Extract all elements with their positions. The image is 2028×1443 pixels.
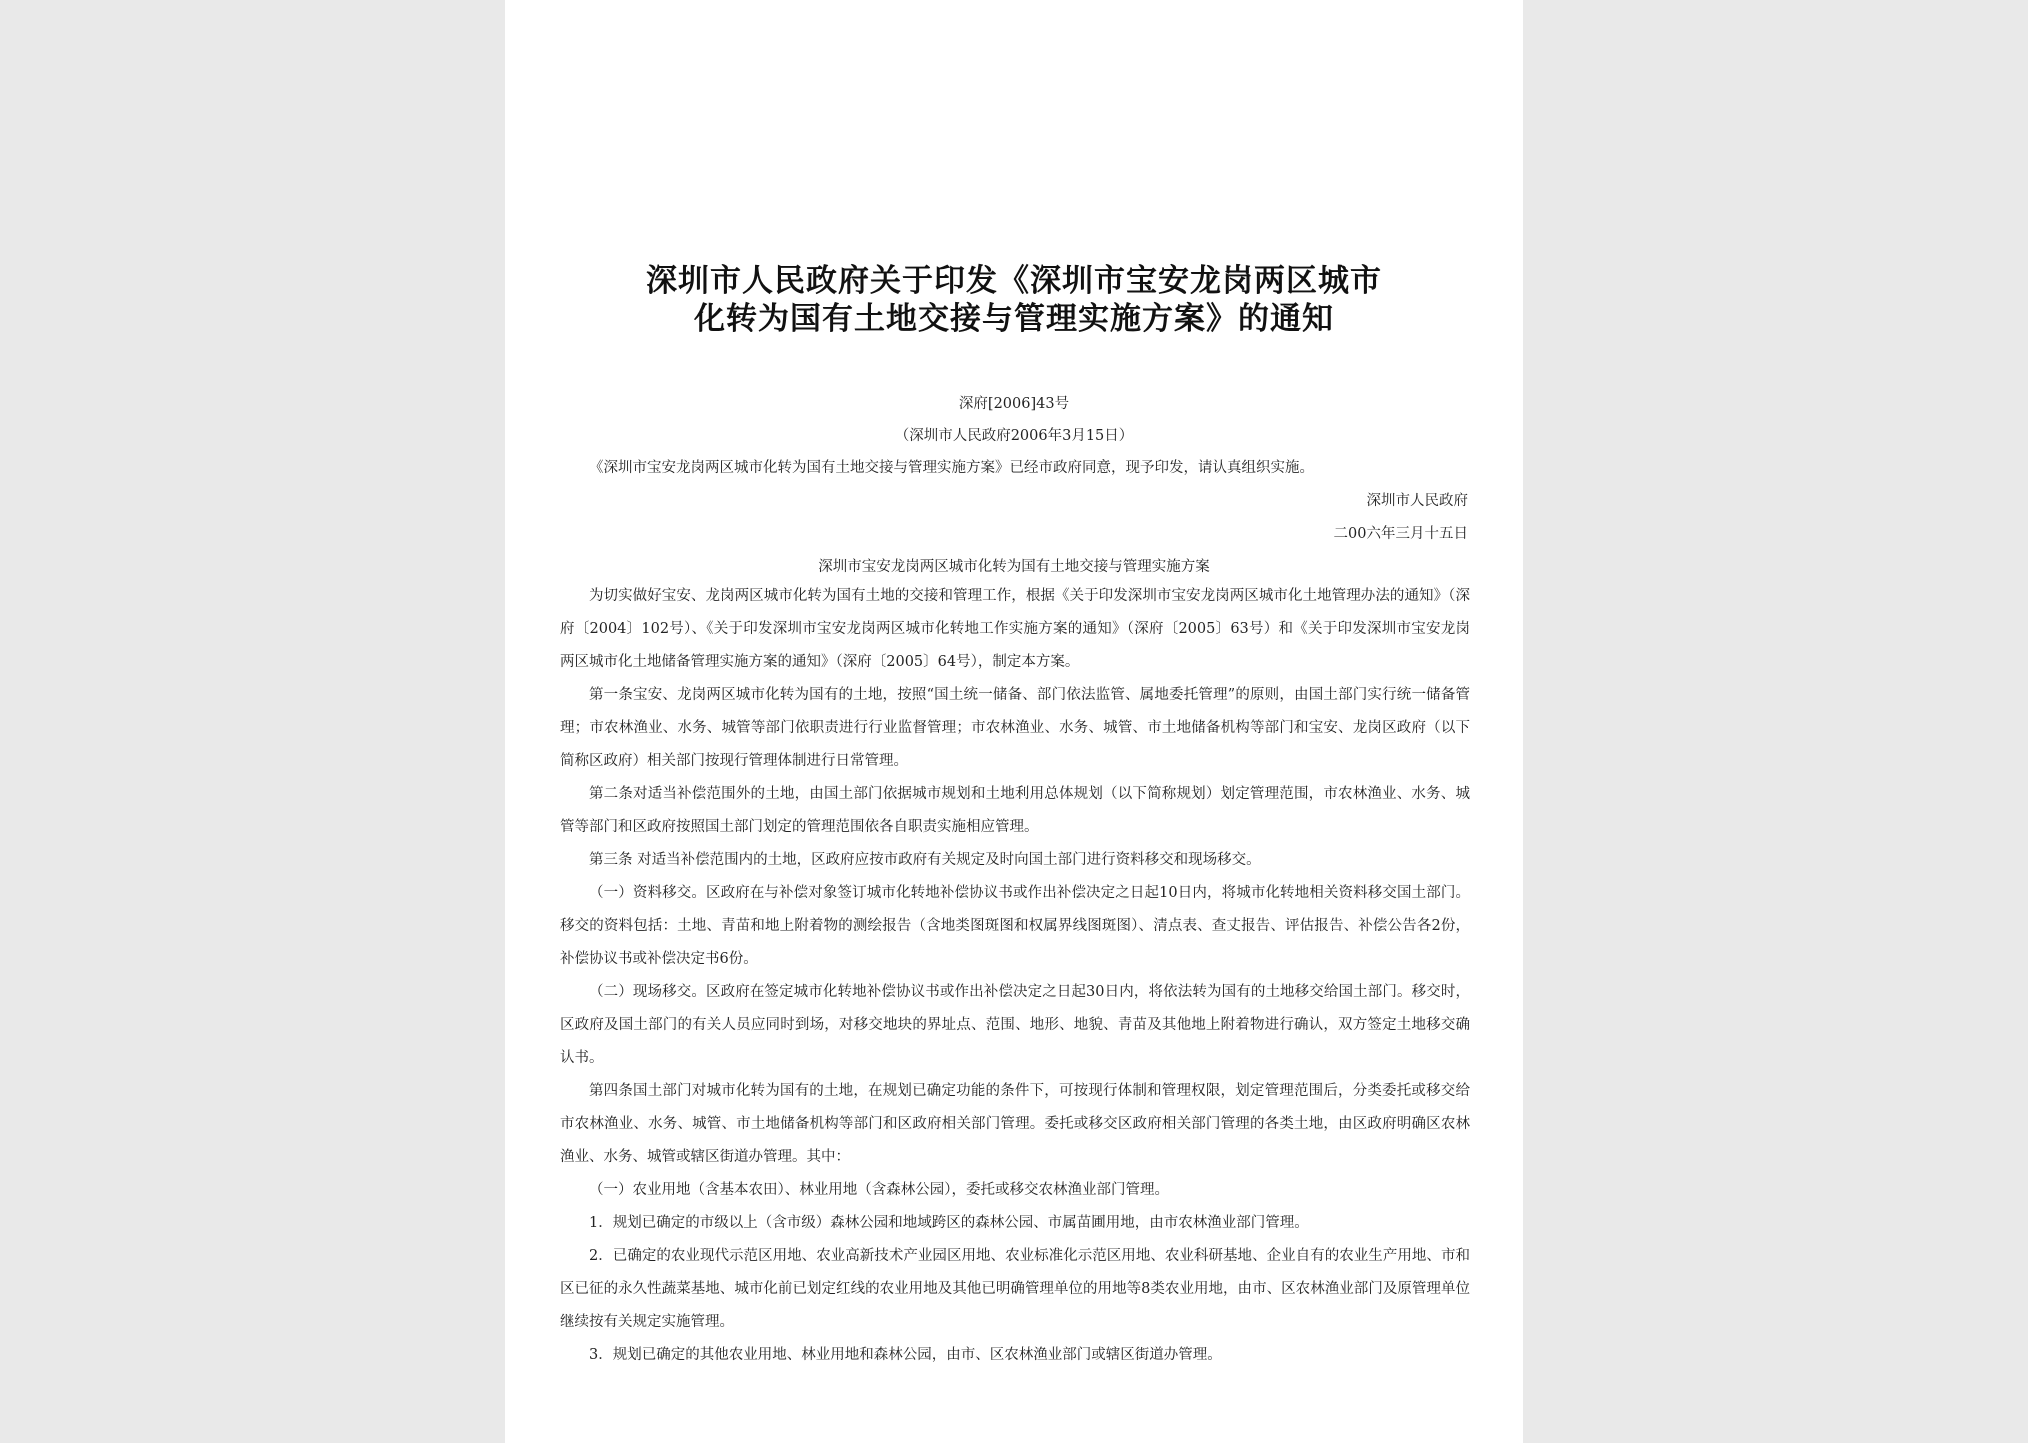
paragraph: 第二条对适当补偿范围外的土地，由国土部门依据城市规划和土地利用总体规划（以下简称规划）划定管理范围，市农林渔业、水务、城管等部门和区政府按照国土部门划定的管理范围依各自职责实施相应管理。 xyxy=(560,786,1470,835)
paragraph: 2．已确定的农业现代示范区用地、农业高新技术产业园区用地、农业标准化示范区用地、农业科研基地、企业自有的农业生产用地、市和区已征的永久性蔬菜基地、城市化前已划定红线的农业用地及其他已明确管理单位的用地等8类农业用地，由市、区农林渔业部门及原管理单位继续按有关规定实施管理。 xyxy=(560,1248,1470,1330)
document-title xyxy=(595,262,1433,338)
title-line-1: 深圳市人民政府关于印发《深圳市宝安龙岗两区城市 xyxy=(646,263,1382,299)
paragraph: 第三条 对适当补偿范围内的土地，区政府应按市政府有关规定及时向国土部门进行资料移交和现场移交。 xyxy=(589,852,1261,868)
doc-number: 深府[2006]43号 xyxy=(958,396,1070,412)
document-page xyxy=(505,0,1523,1443)
paragraph: （二）现场移交。区政府在签定城市化转地补偿协议书或作出补偿决定之日起30日内，将依法转为国有的土地移交给国土部门。移交时，区政府及国土部门的有关人员应同时到场，对移交地块的界址点、范围、地形、地貌、青苗及其他地上附着物进行确认，双方签定土地移交确认书。 xyxy=(560,984,1470,1066)
intro-text: 《深圳市宝安龙岗两区城市化转为国有土地交接与管理实施方案》已经市政府同意，现予印发，请认真组织实施。 xyxy=(589,460,1314,476)
signature-org: 深圳市人民政府 xyxy=(1366,493,1468,509)
paragraph: （一）农业用地（含基本农田）、林业用地（含森林公园），委托或移交农林渔业部门管理。 xyxy=(589,1182,1169,1198)
paragraph: 第一条宝安、龙岗两区城市化转为国有的土地，按照“国土统一储备、部门依法监管、属地委托管理”的原则，由国土部门实行统一储备管理；市农林渔业、水务、城管等部门依职责进行行业监督管理；市农林渔业、水务、城管、市土地储备机构等部门和宝安、龙岗区政府（以下简称区政府）相关部门按现行管理体制进行日常管理。 xyxy=(560,687,1470,769)
paragraph: 为切实做好宝安、龙岗两区城市化转为国有土地的交接和管理工作，根据《关于印发深圳市宝安龙岗两区城市化土地管理办法的通知》（深府〔2004〕102号）、《关于印发深圳市宝安龙岗两区城市化转地工作实施方案的通知》（深府〔2005〕63号）和《关于印发深圳市宝安龙岗两区城市化土地储备管理实施方案的通知》（深府〔2005〕64号），制定本方案。 xyxy=(560,588,1470,670)
paragraph: 3．规划已确定的其他农业用地、林业用地和森林公园，由市、区农林渔业部门或辖区街道办管理。 xyxy=(589,1347,1222,1363)
issue-info: （深圳市人民政府2006年3月15日） xyxy=(894,428,1134,444)
paragraph: 第四条国土部门对城市化转为国有的土地，在规划已确定功能的条件下，可按现行体制和管理权限，划定管理范围后，分类委托或移交给市农林渔业、水务、城管、市土地储备机构等部门和区政府相关部门管理。委托或移交区政府相关部门管理的各类土地，由区政府明确区农林渔业、水务、城管或辖区街道办管理。其中： xyxy=(560,1083,1470,1165)
paragraph: （一）资料移交。区政府在与补偿对象签订城市化转地补偿协议书或作出补偿决定之日起10日内，将城市化转地相关资料移交国土部门。移交的资料包括：土地、青苗和地上附着物的测绘报告（含地类图斑图和权属界线图斑图）、清点表、查丈报告、评估报告、补偿公告各2份，补偿协议书或补偿决定书6份。 xyxy=(560,885,1470,967)
paragraph: 1．规划已确定的市级以上（含市级）森林公园和地域跨区的森林公园、市属苗圃用地，由市农林渔业部门管理。 xyxy=(589,1215,1309,1231)
signature-date: 二00六年三月十五日 xyxy=(1333,526,1468,542)
plan-title: 深圳市宝安龙岗两区城市化转为国有土地交接与管理实施方案 xyxy=(818,559,1210,575)
plan-body xyxy=(560,580,1470,1372)
title-line-2: 化转为国有土地交接与管理实施方案》的通知 xyxy=(694,301,1334,337)
